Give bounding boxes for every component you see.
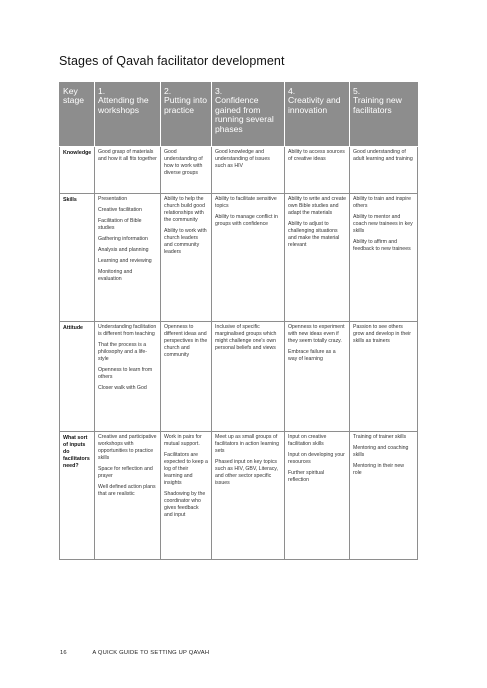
stage-number: 2. bbox=[164, 86, 172, 96]
cell-text: Mentoring in their new role bbox=[353, 463, 405, 476]
cell-text: Ability to manage conflict in groups with confidence bbox=[215, 214, 278, 227]
cell-text: Ability to facilitate sensitive topics bbox=[215, 196, 277, 209]
cell-text: Learning and reviewing bbox=[98, 258, 152, 264]
table-cell bbox=[350, 432, 418, 560]
table-cell bbox=[285, 322, 350, 432]
stage-name: Creativity and innovation bbox=[288, 95, 341, 115]
table-cell bbox=[285, 194, 350, 322]
table-cell bbox=[285, 432, 350, 560]
table-cell bbox=[212, 147, 285, 194]
table-cell bbox=[95, 432, 161, 560]
cell-text: Gathering information bbox=[98, 236, 148, 242]
stage-name: Confidence gained from running several phases bbox=[215, 95, 274, 134]
cell-text: Closer walk with God bbox=[98, 385, 147, 391]
table-cell bbox=[95, 322, 161, 432]
table-cell bbox=[95, 194, 161, 322]
row-label: Knowledge bbox=[60, 147, 95, 194]
cell-text: Openness to experiment with new ideas even if they seem totally crazy. bbox=[288, 324, 345, 344]
cell-text: Good grasp of materials and how it all fits together bbox=[98, 149, 157, 162]
cell-text: Presentation bbox=[98, 196, 128, 202]
table-cell bbox=[285, 147, 350, 194]
stage-name: Putting into practice bbox=[164, 95, 207, 115]
cell-text: Openness to learn from others bbox=[98, 367, 153, 380]
table-cell bbox=[212, 194, 285, 322]
cell-text: Shadowing by the coordinator who gives feedback and input bbox=[164, 491, 206, 518]
page-number: 16 bbox=[60, 650, 67, 656]
table-cell bbox=[350, 147, 418, 194]
cell-text: Passion to see others grow and develop in their skills as trainers bbox=[353, 324, 411, 344]
header-stage-1 bbox=[95, 83, 161, 147]
cell-text: Monitoring and evaluation bbox=[98, 269, 133, 282]
table-cell bbox=[95, 147, 161, 194]
cell-text: Input on creative facilitation skills bbox=[288, 434, 327, 447]
table-cell bbox=[161, 147, 212, 194]
cell-text: Analysis and planning bbox=[98, 247, 149, 253]
header-stage-4 bbox=[285, 83, 350, 147]
stage-name: Training new facilitators bbox=[353, 95, 402, 115]
stage-number: 5. bbox=[353, 86, 361, 96]
table-header-row bbox=[60, 83, 418, 147]
cell-text: Ability to help the church build good relationships with the community bbox=[164, 196, 205, 223]
header-key-stage: Key stage bbox=[60, 83, 95, 147]
cell-text: Good understanding of adult learning and training bbox=[353, 149, 413, 162]
cell-text: Creative facilitation bbox=[98, 207, 142, 213]
cell-text: Creative and participative workshops with opportunities to practice skills bbox=[98, 434, 157, 461]
cell-text: Openness to different ideas and perspectives in the church and community bbox=[164, 324, 208, 358]
cell-text: Ability to adjust to challenging situations and make the material relevant bbox=[288, 221, 340, 248]
row-label: What sort of inputs do facilitators need? bbox=[60, 432, 95, 560]
table-row-inputs bbox=[60, 432, 418, 560]
table-cell bbox=[161, 322, 212, 432]
stages-table bbox=[59, 82, 418, 560]
table-cell bbox=[350, 194, 418, 322]
cell-text: Ability to access sources of creative ideas bbox=[288, 149, 345, 162]
page-footer bbox=[60, 650, 209, 656]
stage-number: 1. bbox=[98, 86, 106, 96]
table-cell bbox=[161, 194, 212, 322]
page-title: Stages of Qavah facilitator development bbox=[59, 54, 285, 68]
cell-text: Further spiritual reflection bbox=[288, 470, 325, 483]
table-cell bbox=[212, 432, 285, 560]
cell-text: Ability to affirm and feedback to new trainees bbox=[353, 239, 411, 252]
cell-text: Meet up as small groups of facilitators in action learning sets bbox=[215, 434, 280, 454]
table-row-attitude bbox=[60, 322, 418, 432]
cell-text: Ability to train and inspire others bbox=[353, 196, 411, 209]
cell-text: Well defined action plans that are realistic bbox=[98, 484, 156, 497]
cell-text: Ability to mentor and coach new trainees in key skills bbox=[353, 214, 413, 234]
stage-number: 4. bbox=[288, 86, 296, 96]
row-label: Skills bbox=[60, 194, 95, 322]
cell-text: Ability to write and create own Bible studies and adapt the materials bbox=[288, 196, 346, 216]
stage-name: Attending the workshops bbox=[98, 95, 149, 115]
cell-text: Facilitation of Bible studies bbox=[98, 218, 142, 231]
cell-text: Space for reflection and prayer bbox=[98, 466, 153, 479]
cell-text: Input on developing your resources bbox=[288, 452, 345, 465]
cell-text: Work in pairs for mutual support. bbox=[164, 434, 202, 447]
cell-text: Good understanding of how to work with diverse groups bbox=[164, 149, 203, 176]
cell-text: Phased input on key topics such as HIV, GBV, Literacy, and other sector specific issues bbox=[215, 459, 278, 486]
row-label: Attitude bbox=[60, 322, 95, 432]
header-stage-3 bbox=[212, 83, 285, 147]
header-stage-2 bbox=[161, 83, 212, 147]
cell-text: Training of trainer skills bbox=[353, 434, 407, 440]
cell-text: Understanding facilitation is different from teaching bbox=[98, 324, 157, 337]
cell-text: Ability to work with church leaders and community leaders bbox=[164, 228, 207, 255]
table-cell bbox=[212, 322, 285, 432]
cell-text: Facilitators are expected to keep a log of their learning and insights bbox=[164, 452, 208, 486]
stage-number: 3. bbox=[215, 86, 223, 96]
cell-text: Good knowledge and understanding of issues such as HIV bbox=[215, 149, 270, 169]
cell-text: Mentoring and coaching skills bbox=[353, 445, 409, 458]
table-cell bbox=[350, 322, 418, 432]
footer-text: A QUICK GUIDE TO SETTING UP QAVAH bbox=[92, 650, 210, 656]
cell-text: Inclusive of specific marginalised groups which might challenge one's own personal beliefs and views bbox=[215, 324, 277, 351]
header-stage-5 bbox=[350, 83, 418, 147]
cell-text: Embrace failure as a way of learning bbox=[288, 349, 336, 362]
table-cell bbox=[161, 432, 212, 560]
table-row-knowledge bbox=[60, 147, 418, 194]
table-row-skills bbox=[60, 194, 418, 322]
cell-text: That the process is a philosophy and a life-style bbox=[98, 342, 148, 362]
